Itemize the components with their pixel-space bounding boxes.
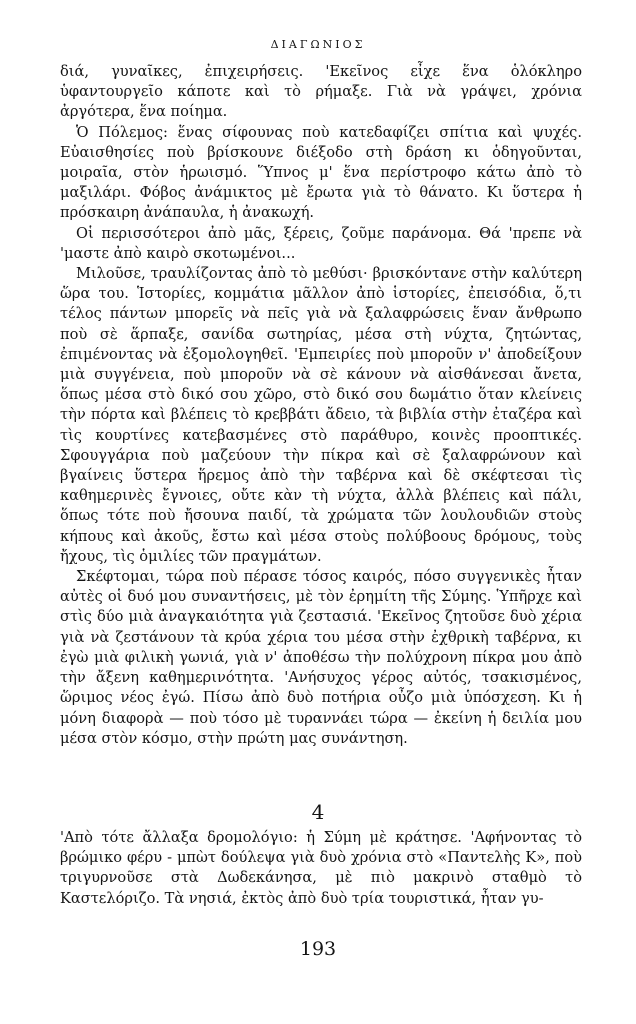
section-number: 4 xyxy=(311,800,325,824)
running-header: ΔΙΑΓΩΝΙΟΣ xyxy=(270,38,366,51)
paragraph: Οἱ περισσότεροι ἀπὸ μᾶς, ξέρεις, ζοῦμε παράνομα. Θά 'πρεπε νὰ 'μαστε ἀπὸ καιρὸ σκοτωμένοι... xyxy=(60,224,582,262)
paragraph: Μιλοῦσε, τραυλίζοντας ἀπὸ τὸ μεθύσι· βρισκόντανε στὴν καλύτερη ὥρα του. Ἱστορίες, κομμάτια μᾶλλον ἀπὸ ἱστορίες, ἐπεισόδια, ὅ,τι τέλος πάντων μπορεῖς νὰ πεῖς γιὰ νὰ ξαλαφρώσεις ἕναν ἄνθρωπο ποὺ σὲ ἅρπαξε, σανίδα σωτηρίας, μέσα στὴ νύχτα, ζητώντας, ἐπιμένοντας νὰ ἐξομολογηθεῖ. 'Εμπειρίες ποὺ μποροῦν ν' ἀποδείξουν μιὰ συγγένεια, ποὺ μποροῦν νὰ σὲ κάνουν νὰ αἰσθάνεσαι ἄνετα, ὅπως μέσα στὸ δικό σου χῶρο, στὸ δικό σου δωμάτιο ὅταν κλείνεις τὴν πόρτα καὶ βλέπεις τὸ κρεββάτι ἄδειο, τὰ βιβλία στὴν ἐταζέρα καὶ τὶς κουρτίνες κατεβασμένες στὸ παράθυρο, κοινὲς προοπτικές. Σφουγγάρια ποὺ μαζεύουν τὴν πίκρα καὶ σὲ ξαλαφρώνουν καὶ βγαίνεις ὕστερα ἥρεμος ἀπὸ τὴν ταβέρνα καὶ δὲ σκέφτεσαι τὶς καθημερινὲς ἔγνοιες, οὔτε κὰν τὴ νύχτα, ἀλλὰ βλέπεις καὶ πάλι, ὅπως τότε ποὺ ἤσουνα παιδί, τὰ χρώματα τῶν λουλουδιῶν στοὺς κήπους καὶ ἀκοῦς, ἔστω καὶ μέσα στοὺς πολύβοους δρόμους, τοὺς ἤχους, τὶς ὁμιλίες τῶν πραγμάτων. xyxy=(60,265,582,565)
page-number: 193 xyxy=(299,938,337,960)
main-text xyxy=(60,62,582,749)
paragraph: Ὁ Πόλεμος: ἕνας σίφουνας ποὺ κατεδαφίζει σπίτια καὶ ψυχές. Εὐαισθησίες ποὺ βρίσκουνε διέξοδο στὴ δράση κι ὁδηγοῦνται, μοιραῖα, στὸν ἡρωισμό. Ὕπνος μ' ἕνα περίστροφο κάτω ἀπὸ τὸ μαξιλάρι. Φόβος ἀνάμικτος μὲ ἔρωτα γιὰ τὸ θάνατο. Κι ὕστερα ἡ πρόσκαιρη ἀνάπαυλα, ἡ ἀνακωχή. xyxy=(60,123,582,222)
paragraph: διά, γυναῖκες, ἐπιχειρήσεις. 'Εκεῖνος εἶχε ἕνα ὁλόκληρο ὑφαντουργεῖο κάποτε καὶ τὸ ρήμαξε. Γιὰ νὰ γράψει, χρόνια ἀργότερα, ἕνα ποίημα. xyxy=(60,63,582,121)
section-text xyxy=(60,828,582,909)
paragraph: Σκέφτομαι, τώρα ποὺ πέρασε τόσος καιρός, πόσο συγγενικὲς ἦταν αὐτὲς οἱ δυό μου συναντήσεις, μὲ τὸν ἐρημίτη τῆς Σύμης. Ὑπῆρχε καὶ στὶς δύο μιὰ ἀναγκαιότητα γιὰ ζεστασιά. 'Εκεῖνος ζητοῦσε δυὸ χέρια γιὰ νὰ ζεστάνουν τὰ κρύα χέρια του μέσα στὴν ἐχθρικὴ ταβέρνα, κι ἐγὼ μιὰ φιλικὴ γωνιά, γιὰ ν' ἀποθέσω τὴν πολύχρονη πίκρα μου ἀπὸ τὴν ἄξενη καθημερινότητα. 'Ανήσυχος γέρος αὐτός, τσακισμένος, ὥριμος νέος ἐγώ. Πίσω ἀπὸ δυὸ ποτήρια οὖζο μιὰ ὑπόσχεση. Κι ἡ μόνη διαφορὰ — ποὺ τόσο μὲ τυραννάει τώρα — ἐκείνη ἡ δειλία μου μέσα στὸν κόσμο, στὴν πρώτη μας συνάντηση. xyxy=(60,568,582,747)
paragraph: 'Απὸ τότε ἄλλαξα δρομολόγιο: ἡ Σύμη μὲ κράτησε. 'Αφήνοντας τὸ βρώμικο φέρυ - μπὼτ δούλεψα γιὰ δυὸ χρόνια στὸ «Παντελὴς Κ», ποὺ τριγυρνοῦσε στὰ Δωδεκάνησα, μὲ πιὸ μακρινὸ σταθμὸ τὸ Καστελόριζο. Τὰ νησιά, ἐκτὸς ἀπὸ δυὸ τρία τουριστικά, ἦταν γυ- xyxy=(60,829,582,907)
